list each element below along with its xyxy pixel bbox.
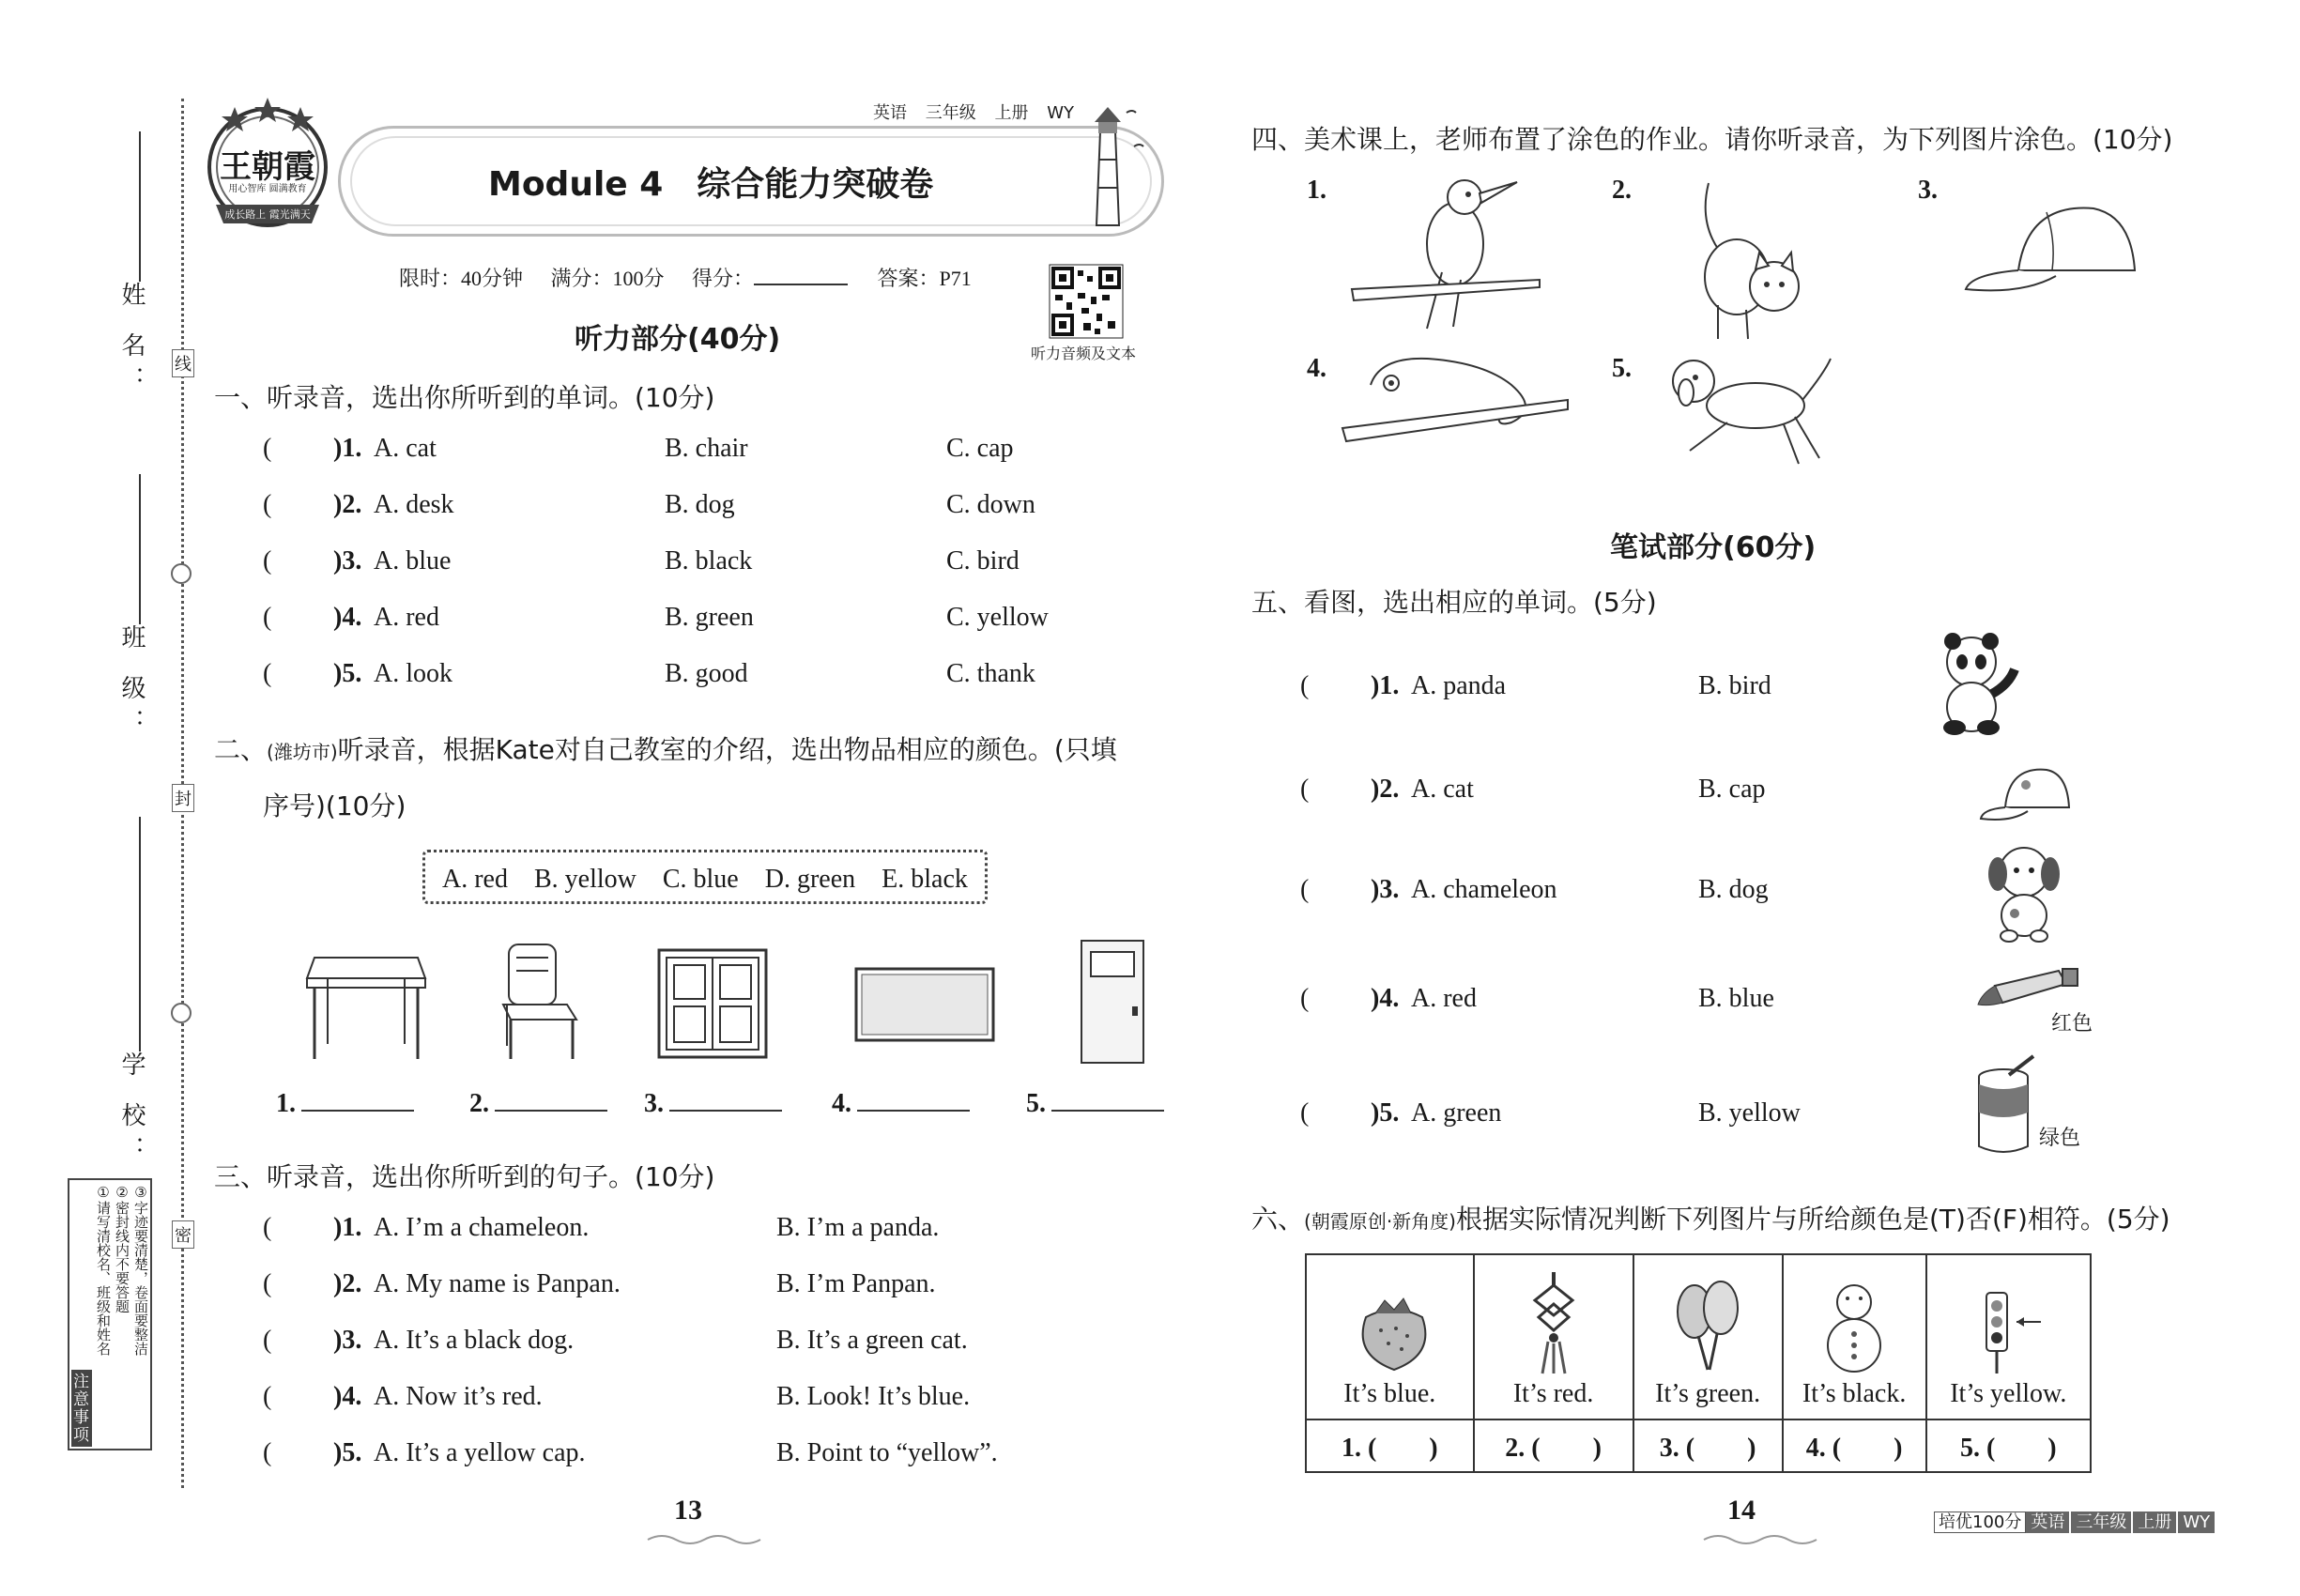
item-number: )1. [333, 1213, 362, 1242]
option-a: A. My name is Panpan. [374, 1269, 621, 1298]
option-b: B. I’m Panpan. [776, 1269, 936, 1298]
option-a: A. It’s a black dog. [374, 1326, 575, 1355]
item-number: )2. [333, 490, 362, 519]
option-a: A. cat [1411, 775, 1474, 804]
cell-text: It’s red. [1512, 1379, 1594, 1408]
cut-mark-xian: 线 [172, 349, 194, 377]
option-c: C. yellow [946, 603, 1049, 632]
answer-cell-3[interactable]: 3. ( ) [1633, 1420, 1783, 1472]
chinese-knot-icon [1516, 1272, 1591, 1375]
qr-code-icon[interactable] [1050, 265, 1123, 338]
sec2-options-box: A. red B. yellow C. blue D. green E. black [422, 850, 988, 904]
meta-edition: WY [1047, 103, 1074, 123]
sec4-label-4: 4. [1307, 354, 1326, 383]
blank-line[interactable] [857, 1110, 970, 1112]
option-a: A. cat [374, 434, 437, 463]
item-number: )4. [333, 603, 362, 632]
series-name: 培优100分 [1934, 1512, 2026, 1533]
notice-item-1: ①请写清校名、班级和姓名 [95, 1184, 112, 1356]
sec2-title-cont: 序号)(10分) [263, 790, 406, 821]
option-c: C. cap [946, 434, 1014, 463]
option-a: A. look [374, 659, 452, 688]
sec4-label-1: 1. [1307, 176, 1326, 205]
cell-traffic-light [1926, 1254, 2091, 1420]
exam-info [399, 263, 972, 292]
cut-mark-feng: 封 [172, 784, 194, 812]
qr-caption: 听力音频及文本 [1031, 345, 1137, 362]
answer-paren[interactable]: ( [263, 603, 272, 632]
wave-decoration-icon [1704, 1530, 1817, 1549]
sec6-main: 根据实际情况判断下列图片与所给颜色是(T)否(F)相符。(5分) [1455, 1204, 2170, 1235]
page-title: Module 4 综合能力突破卷 [488, 165, 934, 204]
blank-number: 3. [644, 1089, 664, 1118]
answer-paren[interactable]: ( [263, 434, 272, 463]
sec5-title: 五、看图，选出相应的单词。(5分) [1251, 587, 1657, 618]
option-b: B. dog [1698, 875, 1769, 904]
item-number: )5. [333, 1438, 362, 1467]
answer-paren[interactable]: ( [1300, 984, 1310, 1013]
blank-number: 5. [1026, 1089, 1046, 1118]
cell-text: It’s blue. [1343, 1379, 1436, 1408]
paint-can-icon [1971, 1056, 2047, 1159]
cell-text: It’s yellow. [1950, 1379, 2067, 1408]
brand-logo [197, 94, 338, 235]
answer-paren[interactable]: ( [263, 1269, 272, 1298]
cell-vegetable [1633, 1254, 1783, 1420]
sec2-prefix: 二、 [214, 734, 268, 765]
sec6-tag: (朝霞原创·新角度) [1304, 1210, 1456, 1233]
traffic-light-icon [1966, 1280, 2050, 1373]
item-number: )5. [1371, 1098, 1400, 1128]
blank-line[interactable] [301, 1110, 414, 1112]
item-number: )3. [333, 1326, 362, 1355]
sec4-title: 四、美术课上，老师布置了涂色的作业。请你听录音，为下列图片涂色。(10分) [1251, 124, 2173, 155]
answer-paren[interactable]: ( [263, 490, 272, 519]
answer-cell-4[interactable]: 4. ( ) [1783, 1420, 1926, 1472]
series-tag-grade: 三年级 [2071, 1512, 2131, 1533]
answer-paren[interactable]: ( [263, 1438, 272, 1467]
blank-line[interactable] [1051, 1110, 1164, 1112]
brand-ribbon: 成长路上 霞光满天 [224, 208, 311, 221]
cell-snowman [1783, 1254, 1926, 1420]
meta-volume: 上册 [994, 103, 1029, 123]
class-label: 班 级： [117, 624, 146, 744]
answer-paren[interactable]: ( [1300, 671, 1310, 700]
option-a: A. Now it’s red. [374, 1382, 543, 1411]
dog-icon [1652, 347, 1840, 469]
sec2-blank-2[interactable] [469, 1089, 607, 1119]
puppy-icon [1983, 840, 2067, 944]
option-b: B. blue [1698, 984, 1774, 1013]
written-heading: 笔试部分(60分) [1610, 531, 1817, 564]
blank-number: 1. [276, 1089, 296, 1118]
option-a: A. desk [374, 490, 454, 519]
sec2-blank-5[interactable] [1026, 1089, 1164, 1119]
option-a: A. red [1411, 984, 1477, 1013]
sec6-prefix: 六、 [1251, 1204, 1305, 1235]
sec2-blank-3[interactable] [644, 1089, 782, 1119]
item-number: )3. [333, 546, 362, 575]
answer-cell-1[interactable]: 1. ( ) [1306, 1420, 1474, 1472]
answer-paren[interactable]: ( [263, 546, 272, 575]
item-number: )4. [333, 1382, 362, 1411]
wave-decoration-icon [648, 1530, 760, 1549]
sec2-main: 听录音，根据Kate对自己教室的介绍，选出物品相应的颜色。(只填 [337, 734, 1117, 765]
item-number: )3. [1371, 875, 1400, 904]
school-blank[interactable] [139, 817, 141, 1051]
header-meta [873, 100, 1074, 124]
cell-strawberry [1306, 1254, 1474, 1420]
item-number: )5. [333, 659, 362, 688]
cut-circle-2 [171, 1003, 192, 1023]
page-number-right: 14 [1727, 1495, 1756, 1526]
class-blank[interactable] [139, 474, 141, 624]
notice-box [68, 1178, 152, 1450]
cell-knot [1474, 1254, 1633, 1420]
strawberry-icon [1347, 1289, 1432, 1373]
option-b: B. yellow [1698, 1098, 1801, 1128]
notice-item-3: ③字迹要清楚，卷面要整洁 [132, 1184, 149, 1356]
meta-grade: 三年级 [925, 103, 976, 123]
answer-paren[interactable]: ( [1300, 775, 1310, 804]
option-b: B. Point to “yellow”. [776, 1438, 998, 1467]
option-a: A. red [374, 603, 439, 632]
score-blank[interactable] [754, 284, 848, 285]
option-b: B. dog [665, 490, 735, 519]
window-icon [657, 948, 770, 1061]
sec6-title [1251, 1199, 2170, 1236]
sec2-title [214, 729, 1117, 767]
score-label: 得分： [692, 267, 755, 290]
chameleon-icon [1342, 347, 1568, 451]
door-icon [1080, 939, 1145, 1066]
option-b: B. cap [1698, 775, 1766, 804]
option-c: C. thank [946, 659, 1035, 688]
item-number: )2. [333, 1269, 362, 1298]
judgement-table [1305, 1253, 2092, 1473]
series-tag-subject: 英语 [2026, 1512, 2069, 1533]
blank-number: 2. [469, 1089, 489, 1118]
listening-heading: 听力部分(40分) [575, 323, 781, 356]
desk-icon [305, 939, 427, 1061]
cat-icon [1680, 174, 1812, 343]
blank-line[interactable] [669, 1110, 782, 1112]
item-number: )1. [333, 434, 362, 463]
answer-paren[interactable]: ( [1300, 875, 1310, 904]
option-a: A. chameleon [1411, 875, 1557, 904]
answer-paren[interactable]: ( [263, 1382, 272, 1411]
option-a: A. I’m a chameleon. [374, 1213, 590, 1242]
option-b: B. black [665, 546, 753, 575]
blackboard-icon [854, 967, 995, 1042]
footer-series [1934, 1509, 2215, 1533]
sec2-blank-4[interactable] [832, 1089, 970, 1119]
cap-icon [1962, 197, 2140, 310]
snowman-icon [1821, 1280, 1887, 1373]
notice-title: 注意事项 [71, 1370, 92, 1447]
answer-paren[interactable]: ( [263, 659, 272, 688]
answer-paren[interactable]: ( [1300, 1098, 1310, 1128]
option-b: B. I’m a panda. [776, 1213, 940, 1242]
table-row [1306, 1254, 2091, 1420]
brand-sub: 用心智库 圆满教育 [228, 184, 307, 194]
answer-paren[interactable]: ( [263, 1213, 272, 1242]
option-b: B. Look! It’s blue. [776, 1382, 971, 1411]
blank-line[interactable] [495, 1110, 607, 1112]
meta-subject: 英语 [873, 103, 907, 123]
name-blank[interactable] [139, 131, 141, 282]
option-c: C. bird [946, 546, 1020, 575]
option-a: A. green [1411, 1098, 1502, 1128]
sec4-label-5: 5. [1612, 354, 1632, 383]
time-limit: 限时：40分钟 [399, 267, 524, 290]
item-number: )4. [1371, 984, 1400, 1013]
cap-small-icon [1979, 760, 2073, 826]
item-number: )2. [1371, 775, 1400, 804]
binding-strip [0, 0, 197, 1596]
bird-icon [1352, 169, 1540, 329]
sec4-label-2: 2. [1612, 176, 1632, 205]
option-a: A. It’s a yellow cap. [374, 1438, 586, 1467]
answer-cell-2[interactable]: 2. ( ) [1474, 1420, 1633, 1472]
page-number-left: 13 [674, 1495, 702, 1526]
table-row [1306, 1420, 2091, 1472]
option-b: B. It’s a green cat. [776, 1326, 968, 1355]
lighthouse-icon [1070, 94, 1145, 235]
option-a: A. blue [374, 546, 452, 575]
sec4-label-3: 3. [1918, 176, 1938, 205]
blank-number: 4. [832, 1089, 851, 1118]
chair-icon [498, 939, 582, 1061]
option-b: B. bird [1698, 671, 1771, 700]
option-b: B. good [665, 659, 748, 688]
brand-name: 王朝霞 [220, 148, 315, 186]
series-tag-volume: 上册 [2133, 1512, 2176, 1533]
series-tag-edition: WY [2178, 1512, 2215, 1533]
spinach-icon [1670, 1280, 1745, 1373]
cut-mark-mi: 密 [172, 1220, 194, 1249]
sec5-caption-green: 绿色 [2039, 1127, 2081, 1150]
sec2-tag: (潍坊市) [267, 741, 338, 763]
answer-cell-5[interactable]: 5. ( ) [1926, 1420, 2091, 1472]
answer-paren[interactable]: ( [263, 1326, 272, 1355]
full-score: 满分：100分 [550, 267, 665, 290]
sec1-title: 一、听录音，选出你所听到的单词。(10分) [214, 382, 715, 413]
sec2-blank-1[interactable] [276, 1089, 414, 1119]
option-b: B. green [665, 603, 754, 632]
option-a: A. panda [1411, 671, 1507, 700]
answer-page: 答案：P71 [877, 267, 972, 290]
sec5-caption-red: 红色 [2051, 1012, 2093, 1036]
option-b: B. chair [665, 434, 748, 463]
school-label: 学 校： [117, 1051, 146, 1171]
cell-text: It’s black. [1802, 1379, 1907, 1408]
panda-icon [1934, 634, 2018, 737]
cell-text: It’s green. [1655, 1379, 1761, 1408]
option-c: C. down [946, 490, 1035, 519]
sec3-title: 三、听录音，选出你所听到的句子。(10分) [214, 1161, 715, 1192]
item-number: )1. [1371, 671, 1400, 700]
notice-item-2: ②密封线内不要答题 [114, 1184, 130, 1313]
name-label: 姓 名： [117, 282, 146, 401]
cut-circle-1 [171, 563, 192, 584]
